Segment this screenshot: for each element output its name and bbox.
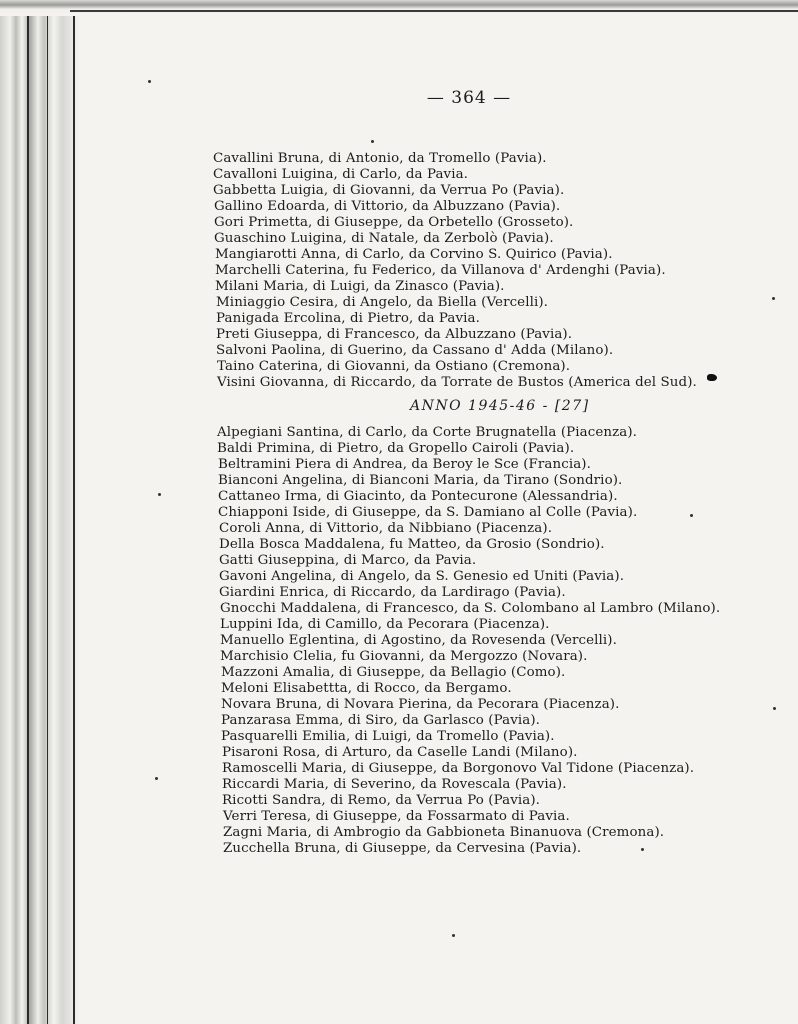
list-item: Mangiarotti Anna, di Carlo, da Corvino S. Quirico (Pavia). (215, 247, 613, 262)
list-item: Novara Bruna, di Novara Pierina, da Pecorara (Piacenza). (221, 697, 620, 712)
top-rule (70, 10, 798, 12)
ink-speck (155, 777, 158, 780)
list-item: Gnocchi Maddalena, di Francesco, da S. Colombano al Lambro (Milano). (220, 601, 721, 616)
list-item: Della Bosca Maddalena, fu Matteo, da Grosio (Sondrio). (219, 537, 605, 552)
list-item: Marchisio Clelia, fu Giovanni, da Mergozzo (Novara). (220, 649, 588, 664)
list-item: Gavoni Angelina, di Angelo, da S. Genesio ed Uniti (Pavia). (219, 569, 625, 584)
list-item: Zucchella Bruna, di Giuseppe, da Cervesina (Pavia). (223, 841, 582, 856)
list-item: Ricotti Sandra, di Remo, da Verrua Po (Pavia). (222, 793, 541, 808)
list-item: Panzarasa Emma, di Siro, da Garlasco (Pavia). (221, 713, 541, 728)
list-item: Panigada Ercolina, di Pietro, da Pavia. (216, 311, 480, 326)
list-item: Verri Teresa, di Giuseppe, da Fossarmato di Pavia. (223, 809, 570, 824)
ink-speck (641, 848, 644, 851)
ink-speck (148, 80, 151, 83)
list-item: Taino Caterina, di Giovanni, da Ostiano (Cremona). (217, 359, 571, 374)
list-item: Alpegiani Santina, di Carlo, da Corte Brugnatella (Piacenza). (217, 425, 638, 440)
page-number: — 364 — (426, 88, 512, 108)
list-item: Meloni Elisabettta, di Rocco, da Bergamo. (221, 681, 512, 696)
list-item: Guaschino Luigina, di Natale, da Zerbolò (Pavia). (214, 231, 554, 246)
list-item: Ramoscelli Maria, di Giuseppe, da Borgonovo Val Tidone (Piacenza). (222, 761, 695, 776)
list-item: Gabbetta Luigia, di Giovanni, da Verrua Po (Pavia). (213, 183, 565, 198)
list-item: Milani Maria, di Luigi, da Zinasco (Pavia). (215, 279, 505, 294)
list-item: Luppini Ida, di Camillo, da Pecorara (Piacenza). (220, 617, 550, 632)
list-item: Cavalloni Luigina, di Carlo, da Pavia. (213, 167, 469, 182)
binding-line (73, 0, 75, 1024)
ink-speck (158, 493, 161, 496)
binding-edge (0, 0, 80, 1024)
list-item: Mazzoni Amalia, di Giuseppe, da Bellagio (Como). (221, 665, 566, 680)
list-item: Beltramini Piera di Andrea, da Beroy le Sce (Francia). (218, 457, 591, 472)
list-item: Marchelli Caterina, fu Federico, da Villanova d' Ardenghi (Pavia). (215, 263, 666, 278)
list-item: Chiapponi Iside, di Giuseppe, da S. Damiano al Colle (Pavia). (218, 505, 638, 520)
ink-speck (371, 140, 374, 143)
binding-line (27, 0, 29, 1024)
ink-speck (772, 297, 775, 300)
list-item: Baldi Primina, di Pietro, da Gropello Cairoli (Pavia). (217, 441, 575, 456)
ink-speck (690, 514, 693, 517)
ink-speck (773, 707, 776, 710)
list-item: Gori Primetta, di Giuseppe, da Orbetello (Grosseto). (214, 215, 574, 230)
ink-blot (707, 374, 717, 381)
list-item: Miniaggio Cesira, di Angelo, da Biella (Vercelli). (216, 295, 549, 310)
list-item: Zagni Maria, di Ambrogio da Gabbioneta Binanuova (Cremona). (223, 825, 665, 840)
list-item: Manuello Eglentina, di Agostino, da Rovesenda (Vercelli). (220, 633, 617, 648)
list-item: Bianconi Angelina, di Bianconi Maria, da Tirano (Sondrio). (218, 473, 623, 488)
list-item: Preti Giuseppa, di Francesco, da Albuzzano (Pavia). (216, 327, 573, 342)
list-item: Visini Giovanna, di Riccardo, da Torrate de Bustos (America del Sud). (217, 375, 697, 390)
list-item: Cavallini Bruna, di Antonio, da Tromello (Pavia). (213, 151, 547, 166)
top-edge (0, 0, 798, 16)
list-item: Cattaneo Irma, di Giacinto, da Pontecurone (Alessandria). (218, 489, 618, 504)
list-item: Pisaroni Rosa, di Arturo, da Caselle Landi (Milano). (222, 745, 578, 760)
list-item: Riccardi Maria, di Severino, da Rovescala (Pavia). (222, 777, 567, 792)
ink-speck (452, 934, 455, 937)
binding-line (47, 0, 48, 1024)
list-item: Gallino Edoarda, di Vittorio, da Albuzzano (Pavia). (214, 199, 561, 214)
list-item: Coroli Anna, di Vittorio, da Nibbiano (Piacenza). (219, 521, 553, 536)
section-1945-46-heading: ANNO 1945-46 - [27] (410, 398, 590, 414)
list-item: Salvoni Paolina, di Guerino, da Cassano d' Adda (Milano). (216, 343, 614, 358)
list-item: Giardini Enrica, di Riccardo, da Lardirago (Pavia). (219, 585, 566, 600)
list-item: Pasquarelli Emilia, di Luigi, da Tromello (Pavia). (221, 729, 555, 744)
list-item: Gatti Giuseppina, di Marco, da Pavia. (219, 553, 477, 568)
